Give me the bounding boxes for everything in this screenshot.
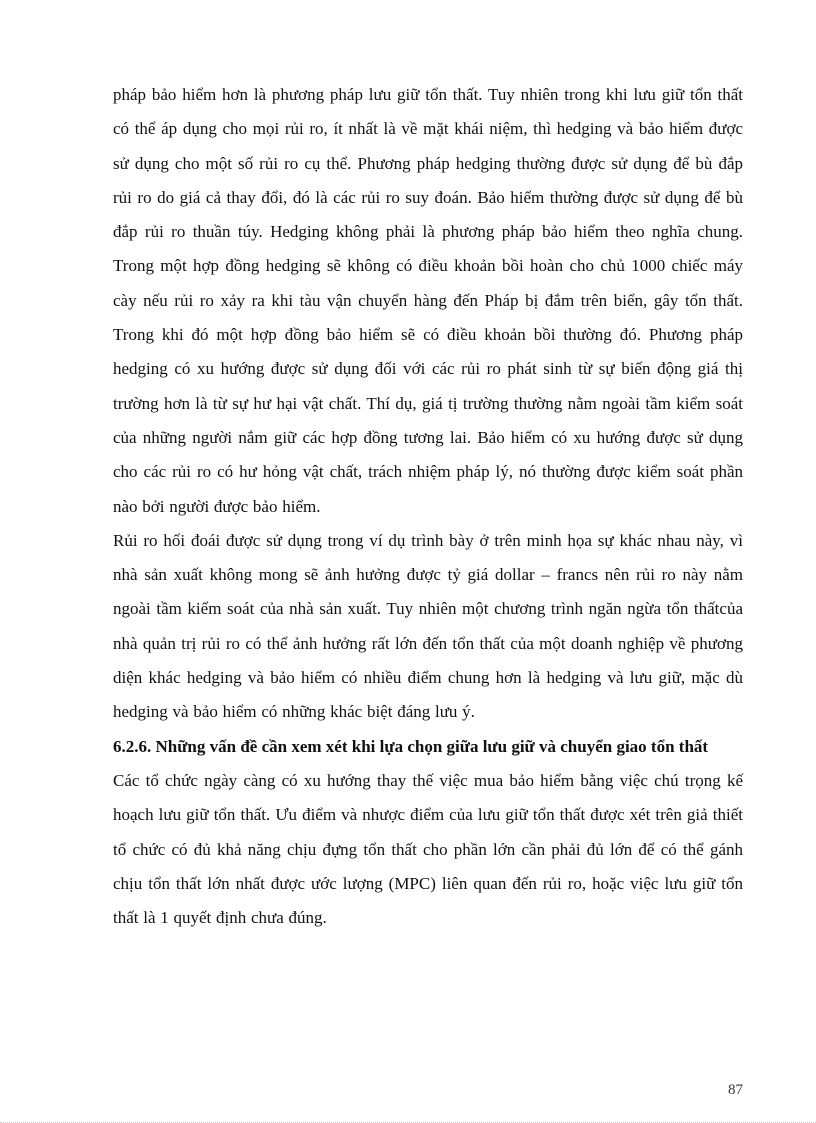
body-paragraph-1: pháp bảo hiểm hơn là phương pháp lưu giữ tổn thất. Tuy nhiên trong khi lưu giữ tổn thất có thể áp dụng cho mọi rủi ro, ít nhất là về mặt khái niệm, thì hedging và bảo hiểm được sử dụng cho một số rủi ro cụ thể. Phương pháp hedging thường được sử dụng để bù đắp rủi ro do giá cả thay đổi, đó là các rủi ro suy đoán. Bảo hiểm thường được sử dụng để bù đắp rủi ro thuần túy. Hedging không phải là phương pháp bảo hiểm theo nghĩa chung. Trong một hợp đồng hedging sẽ không có điều khoản bồi hoàn cho chủ 1000 chiếc máy cày nếu rủi ro xảy ra khi tàu vận chuyển hàng đến Pháp bị đắm trên biển, gây tổn thất. Trong khi đó một hợp đồng bảo hiểm sẽ có điều khoản bồi thường đó. Phương pháp hedging có xu hướng được sử dụng đối với các rủi ro phát sinh từ sự biến động giá thị trường hơn là từ sự hư hại vật chất. Thí dụ, giá tị trường thường nằm ngoài tầm kiểm soát của những người nắm giữ các hợp đồng tương lai. Bảo hiểm có xu hướng được sử dụng cho các rủi ro có hư hỏng vật chất, trách nhiệm pháp lý, nó thường được kiểm soát phần nào bởi người được bảo hiểm. bbox=[113, 85, 743, 516]
section-heading: 6.2.6. Những vấn đề cần xem xét khi lựa chọn giữa lưu giữ và chuyển giao tổn thất bbox=[113, 736, 709, 756]
page-body bbox=[113, 78, 743, 935]
body-paragraph-2: Rủi ro hối đoái được sử dụng trong ví dụ trình bày ở trên minh họa sự khác nhau này, vì nhà sản xuất không mong sẽ ảnh hưởng được tỷ giá dollar – francs nên rủi ro này nằm ngoài tầm kiểm soát của nhà sản xuất. Tuy nhiên một chương trình ngăn ngừa tổn thấtcủa nhà quản trị rủi ro có thể ảnh hưởng rất lớn đến tổn thất của một doanh nghiệp về phương diện khác hedging và bảo hiểm có nhiều điểm chung hơn là hedging và lưu giữ, mặc dù hedging và bảo hiểm có những khác biệt đáng lưu ý. bbox=[113, 530, 743, 722]
page-number: 87 bbox=[728, 1082, 743, 1098]
body-paragraph-3: Các tổ chức ngày càng có xu hướng thay thế việc mua bảo hiểm bằng việc chú trọng kế hoạch lưu giữ tổn thất. Ưu điểm và nhược điểm của lưu giữ tổn thất được xét trên giả thiết tổ chức có đủ khả năng chịu đựng tổn thất cho phần lớn cần phải đủ lớn để có thể gánh chịu tổn thất lớn nhất được ước lượng (MPC) liên quan đến rủi ro, hoặc việc lưu giữ tổn thất là 1 quyết định chưa đúng. bbox=[113, 770, 743, 928]
